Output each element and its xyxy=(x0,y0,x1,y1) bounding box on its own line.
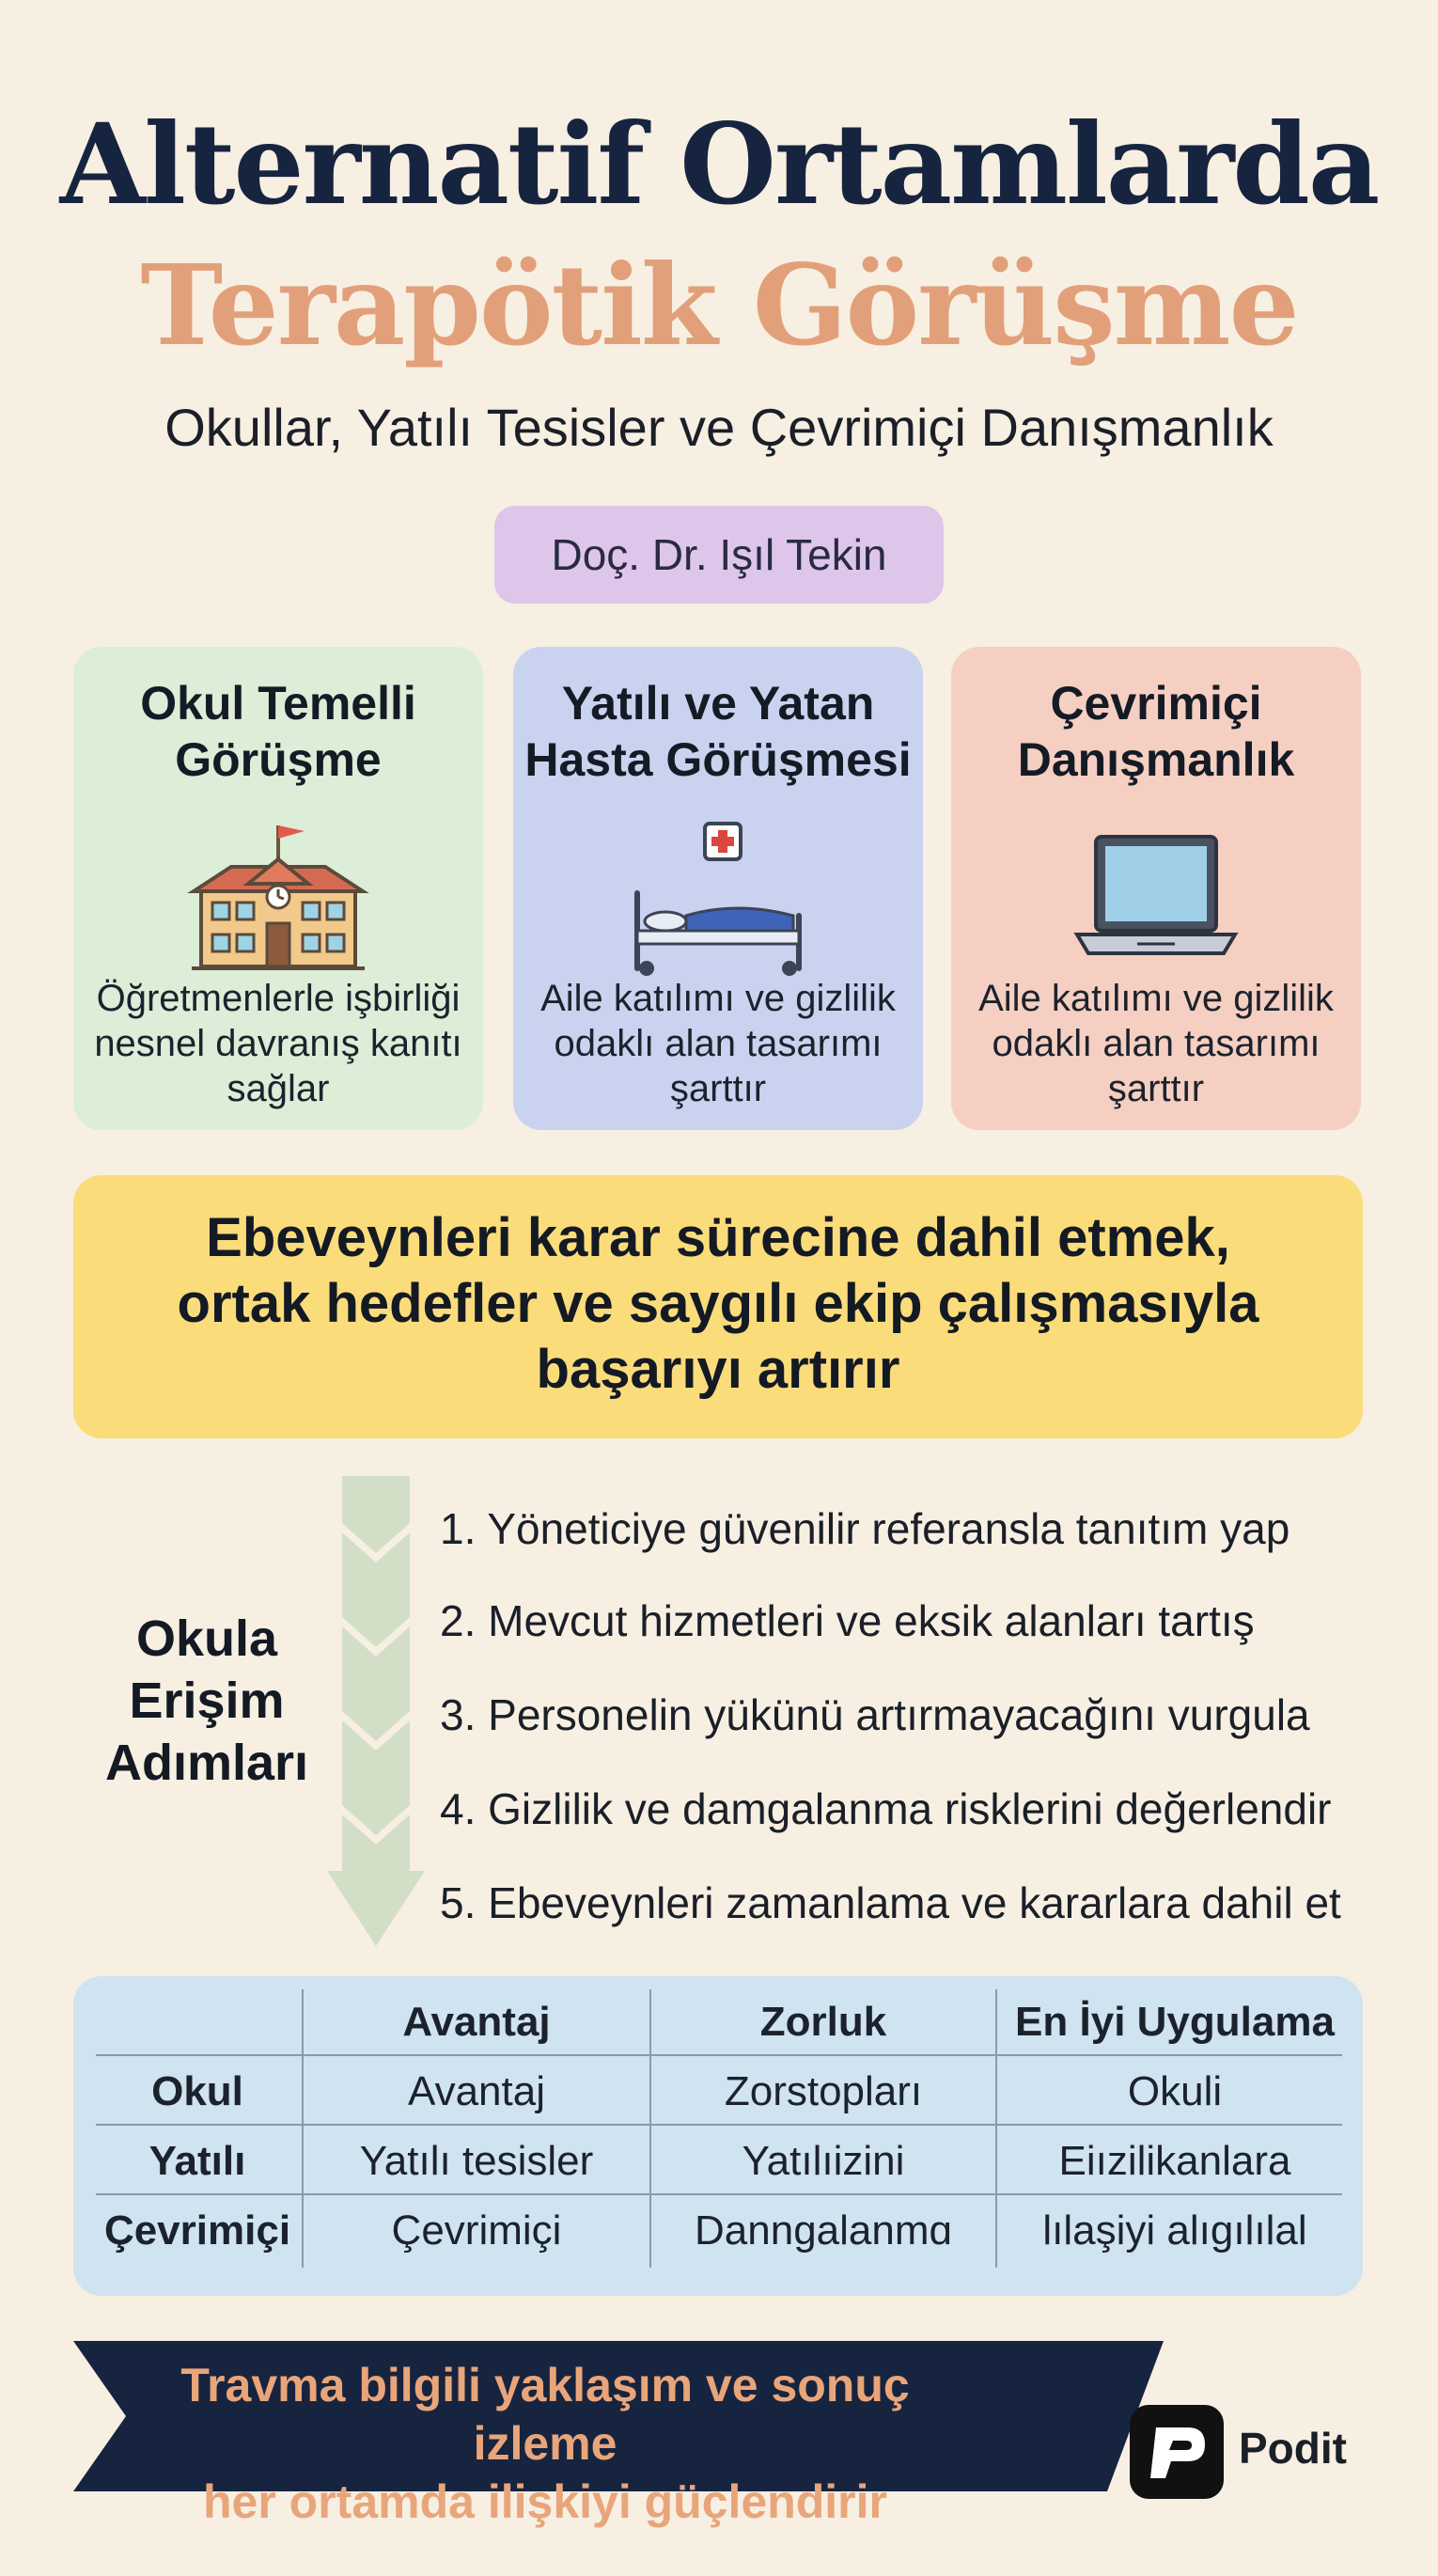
podit-logo-icon xyxy=(1128,2403,1226,2501)
school-building-icon xyxy=(184,818,372,978)
card-text-line: şarttır xyxy=(669,1068,767,1109)
brand-name: Podit xyxy=(1239,2424,1347,2473)
banner-line: ortak hedefler ve saygılı ekip çalışmasıyla xyxy=(177,1273,1259,1334)
card-text-line: Aile katılımı ve gizlilik xyxy=(978,978,1334,1019)
card-title-line: Görüşme xyxy=(175,733,382,786)
card-text-line: Öğretmenlerle işbirliği xyxy=(96,978,461,1019)
card-title-line: Danışmanlık xyxy=(1017,733,1295,786)
card-title xyxy=(961,675,1352,788)
card-text-line: sağlar xyxy=(227,1068,330,1109)
card-text-line: şarttır xyxy=(1107,1068,1205,1109)
step-item: 3. Personelin yükünü artırmayacağını vurgula xyxy=(440,1690,1310,1739)
card-online xyxy=(951,647,1361,1130)
step-item: 5. Ebeveynleri zamanlama ve kararlara dahil et xyxy=(440,1878,1341,1927)
footer-line: her ortamda ilişkiyi güçlendirir xyxy=(202,2475,887,2528)
card-title-line: Hasta Görüşmesi xyxy=(524,733,912,786)
table-row-label: Yatılı xyxy=(148,2138,246,2184)
subtitle: Okullar, Yatılı Tesisler ve Çevrimiçi Danışmanlık xyxy=(164,398,1274,457)
card-description xyxy=(81,976,476,1111)
card-title xyxy=(523,675,914,788)
table-cell: Okuli xyxy=(1127,2068,1223,2114)
table-cell: Danngalanmɑ xyxy=(695,2207,952,2254)
steps-heading-line: Okula xyxy=(135,1610,278,1667)
table-cell: Zorstopları xyxy=(724,2068,923,2114)
comparison-table xyxy=(73,1976,1363,2296)
author-badge: Doç. Dr. Işıl Tekin xyxy=(494,506,944,604)
card-text-line: odaklı alan tasarımı xyxy=(554,1023,883,1064)
card-description xyxy=(521,976,915,1111)
card-school xyxy=(73,647,483,1130)
card-text-line: nesnel davranış kanıtı xyxy=(94,1023,462,1064)
steps-heading-line: Erişim xyxy=(129,1673,285,1729)
title-line-1: Alternatif Ortamlarda xyxy=(59,99,1379,229)
table-header-cell: Avantaj xyxy=(402,1999,551,2045)
laptop-icon xyxy=(1062,818,1250,978)
card-title xyxy=(83,675,474,788)
table-cell: Avantaj xyxy=(408,2068,545,2114)
hospital-bed-icon xyxy=(624,818,812,978)
card-title-line: Okul Temelli xyxy=(140,677,416,730)
card-text-line: odaklı alan tasarımı xyxy=(992,1023,1321,1064)
down-arrow-chevrons-icon xyxy=(320,1476,432,1956)
card-title-line: Yatılı ve Yatan xyxy=(561,677,875,730)
table-header-cell: En İyi Uygulama xyxy=(1015,1999,1335,2045)
footer-line: Travma bilgili yaklaşım ve sonuç izleme xyxy=(180,2359,910,2470)
table-row-label: Okul xyxy=(151,2068,243,2114)
table-row-label: Çevrimiçi xyxy=(103,2207,291,2254)
step-item: 1. Yöneticiye güvenilir referansla tanıtım yap xyxy=(440,1504,1290,1553)
footer-message xyxy=(150,2356,940,2531)
card-title-line: Çevrimiçi xyxy=(1050,677,1262,730)
card-text-line: Aile katılımı ve gizlilik xyxy=(540,978,896,1019)
table-cell: Eiızilikanlara xyxy=(1058,2138,1291,2184)
step-item: 2. Mevcut hizmetleri ve eksik alanları tartış xyxy=(440,1596,1255,1645)
table-header-cell: Zorluk xyxy=(759,1999,887,2045)
table-cell: lılaşiyi alıgılılal xyxy=(1042,2207,1307,2254)
card-residential xyxy=(513,647,923,1130)
banner-line: Ebeveynleri karar sürecine dahil etmek, xyxy=(206,1207,1230,1268)
table-cell: Çevrimiçi xyxy=(391,2207,562,2254)
table-cell: Yatılıizini xyxy=(742,2138,905,2184)
key-message-banner xyxy=(73,1175,1363,1438)
banner-line: başarıyı artırır xyxy=(536,1339,900,1400)
title-line-2: Terapötik Görüşme xyxy=(140,240,1298,370)
steps-heading xyxy=(75,1608,338,1794)
steps-heading-line: Adımları xyxy=(104,1735,309,1791)
card-description xyxy=(959,976,1353,1111)
step-item: 4. Gizlilik ve damgalanma risklerini değerlendir xyxy=(440,1784,1332,1833)
table-cell: Yatılı tesisler xyxy=(359,2138,594,2184)
